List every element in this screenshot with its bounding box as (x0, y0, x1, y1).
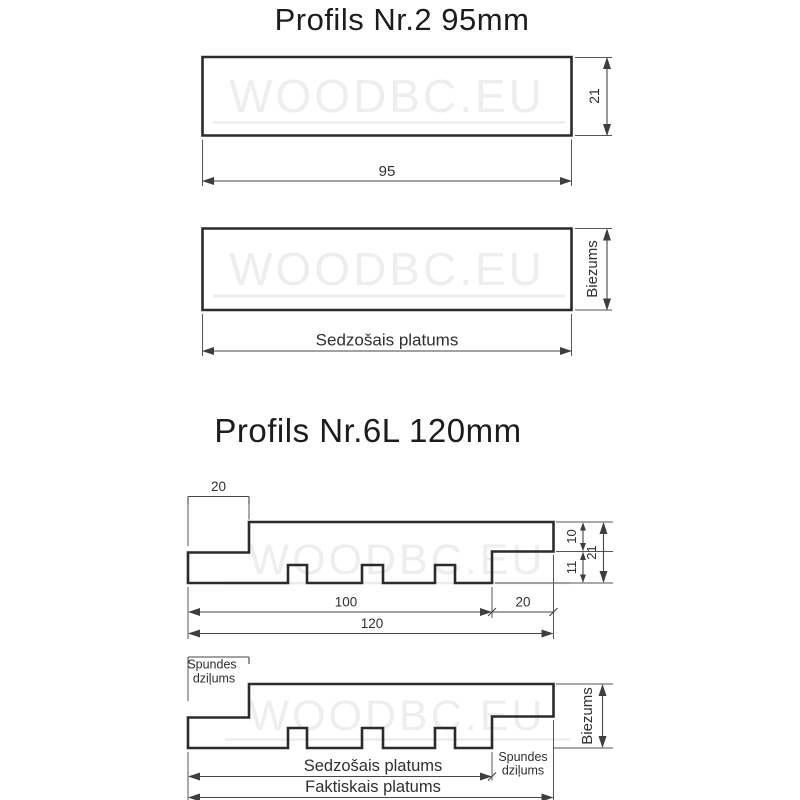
thickness-value-label: 21 (586, 88, 602, 104)
tongue-width-top-value-label: 20 (210, 479, 227, 494)
lower-body-thickness-value-label: 11 (564, 560, 579, 575)
profile-nr6l-dimensioned-drawing (188, 479, 613, 639)
actual-width-name-label: Faktiskais platums (305, 778, 441, 796)
watermark-text: WOODBC.EU (248, 692, 546, 740)
covering-width-dimension (203, 314, 572, 356)
tongue-width-top-dimension-20 (188, 479, 249, 546)
watermark (225, 536, 570, 584)
thickness-name-label: Biezums (579, 687, 596, 745)
tongue-depth-word1-label: Spundes (187, 657, 237, 672)
covering-width-name-label: Sedzošais platums (303, 757, 443, 775)
watermark-text: WOODBC.EU (229, 243, 545, 295)
tongue-thickness-value-label: 10 (564, 529, 579, 544)
section2-title: Profils Nr.6L 120mm (214, 412, 522, 449)
thickness-dimension-biezums (575, 229, 612, 311)
section1-title: Profils Nr.2 95mm (274, 2, 530, 37)
thickness-dimension-21 (575, 58, 612, 136)
tongue-depth-top-annotation (187, 657, 249, 701)
profile-nr6l-labeled-drawing (187, 657, 613, 800)
width-dimension-95 (203, 140, 572, 187)
covering-width-name-label: Sedzošais platums (315, 330, 459, 350)
watermark-text: WOODBC.EU (229, 70, 545, 122)
profile-nr2-dimensioned-drawing (203, 57, 613, 186)
tongue-depth-word2-label: dziļums (501, 763, 545, 778)
watermark (213, 70, 565, 123)
tongue-depth-word2-label: dziļums (192, 671, 236, 686)
tongue-width-bottom-value-label: 20 (515, 594, 531, 610)
body-width-value-label: 100 (334, 594, 358, 610)
profile-nr2-labeled-drawing (203, 229, 613, 357)
total-width-value-label: 120 (360, 616, 384, 631)
watermark (213, 243, 565, 296)
total-thickness-value-label: 21 (584, 545, 599, 560)
thickness-name-label: Biezums (584, 240, 601, 298)
tongue-depth-word1-label: Spundes (498, 750, 548, 764)
watermark-text: WOODBC.EU (248, 536, 546, 584)
width-value-label: 95 (378, 163, 396, 180)
